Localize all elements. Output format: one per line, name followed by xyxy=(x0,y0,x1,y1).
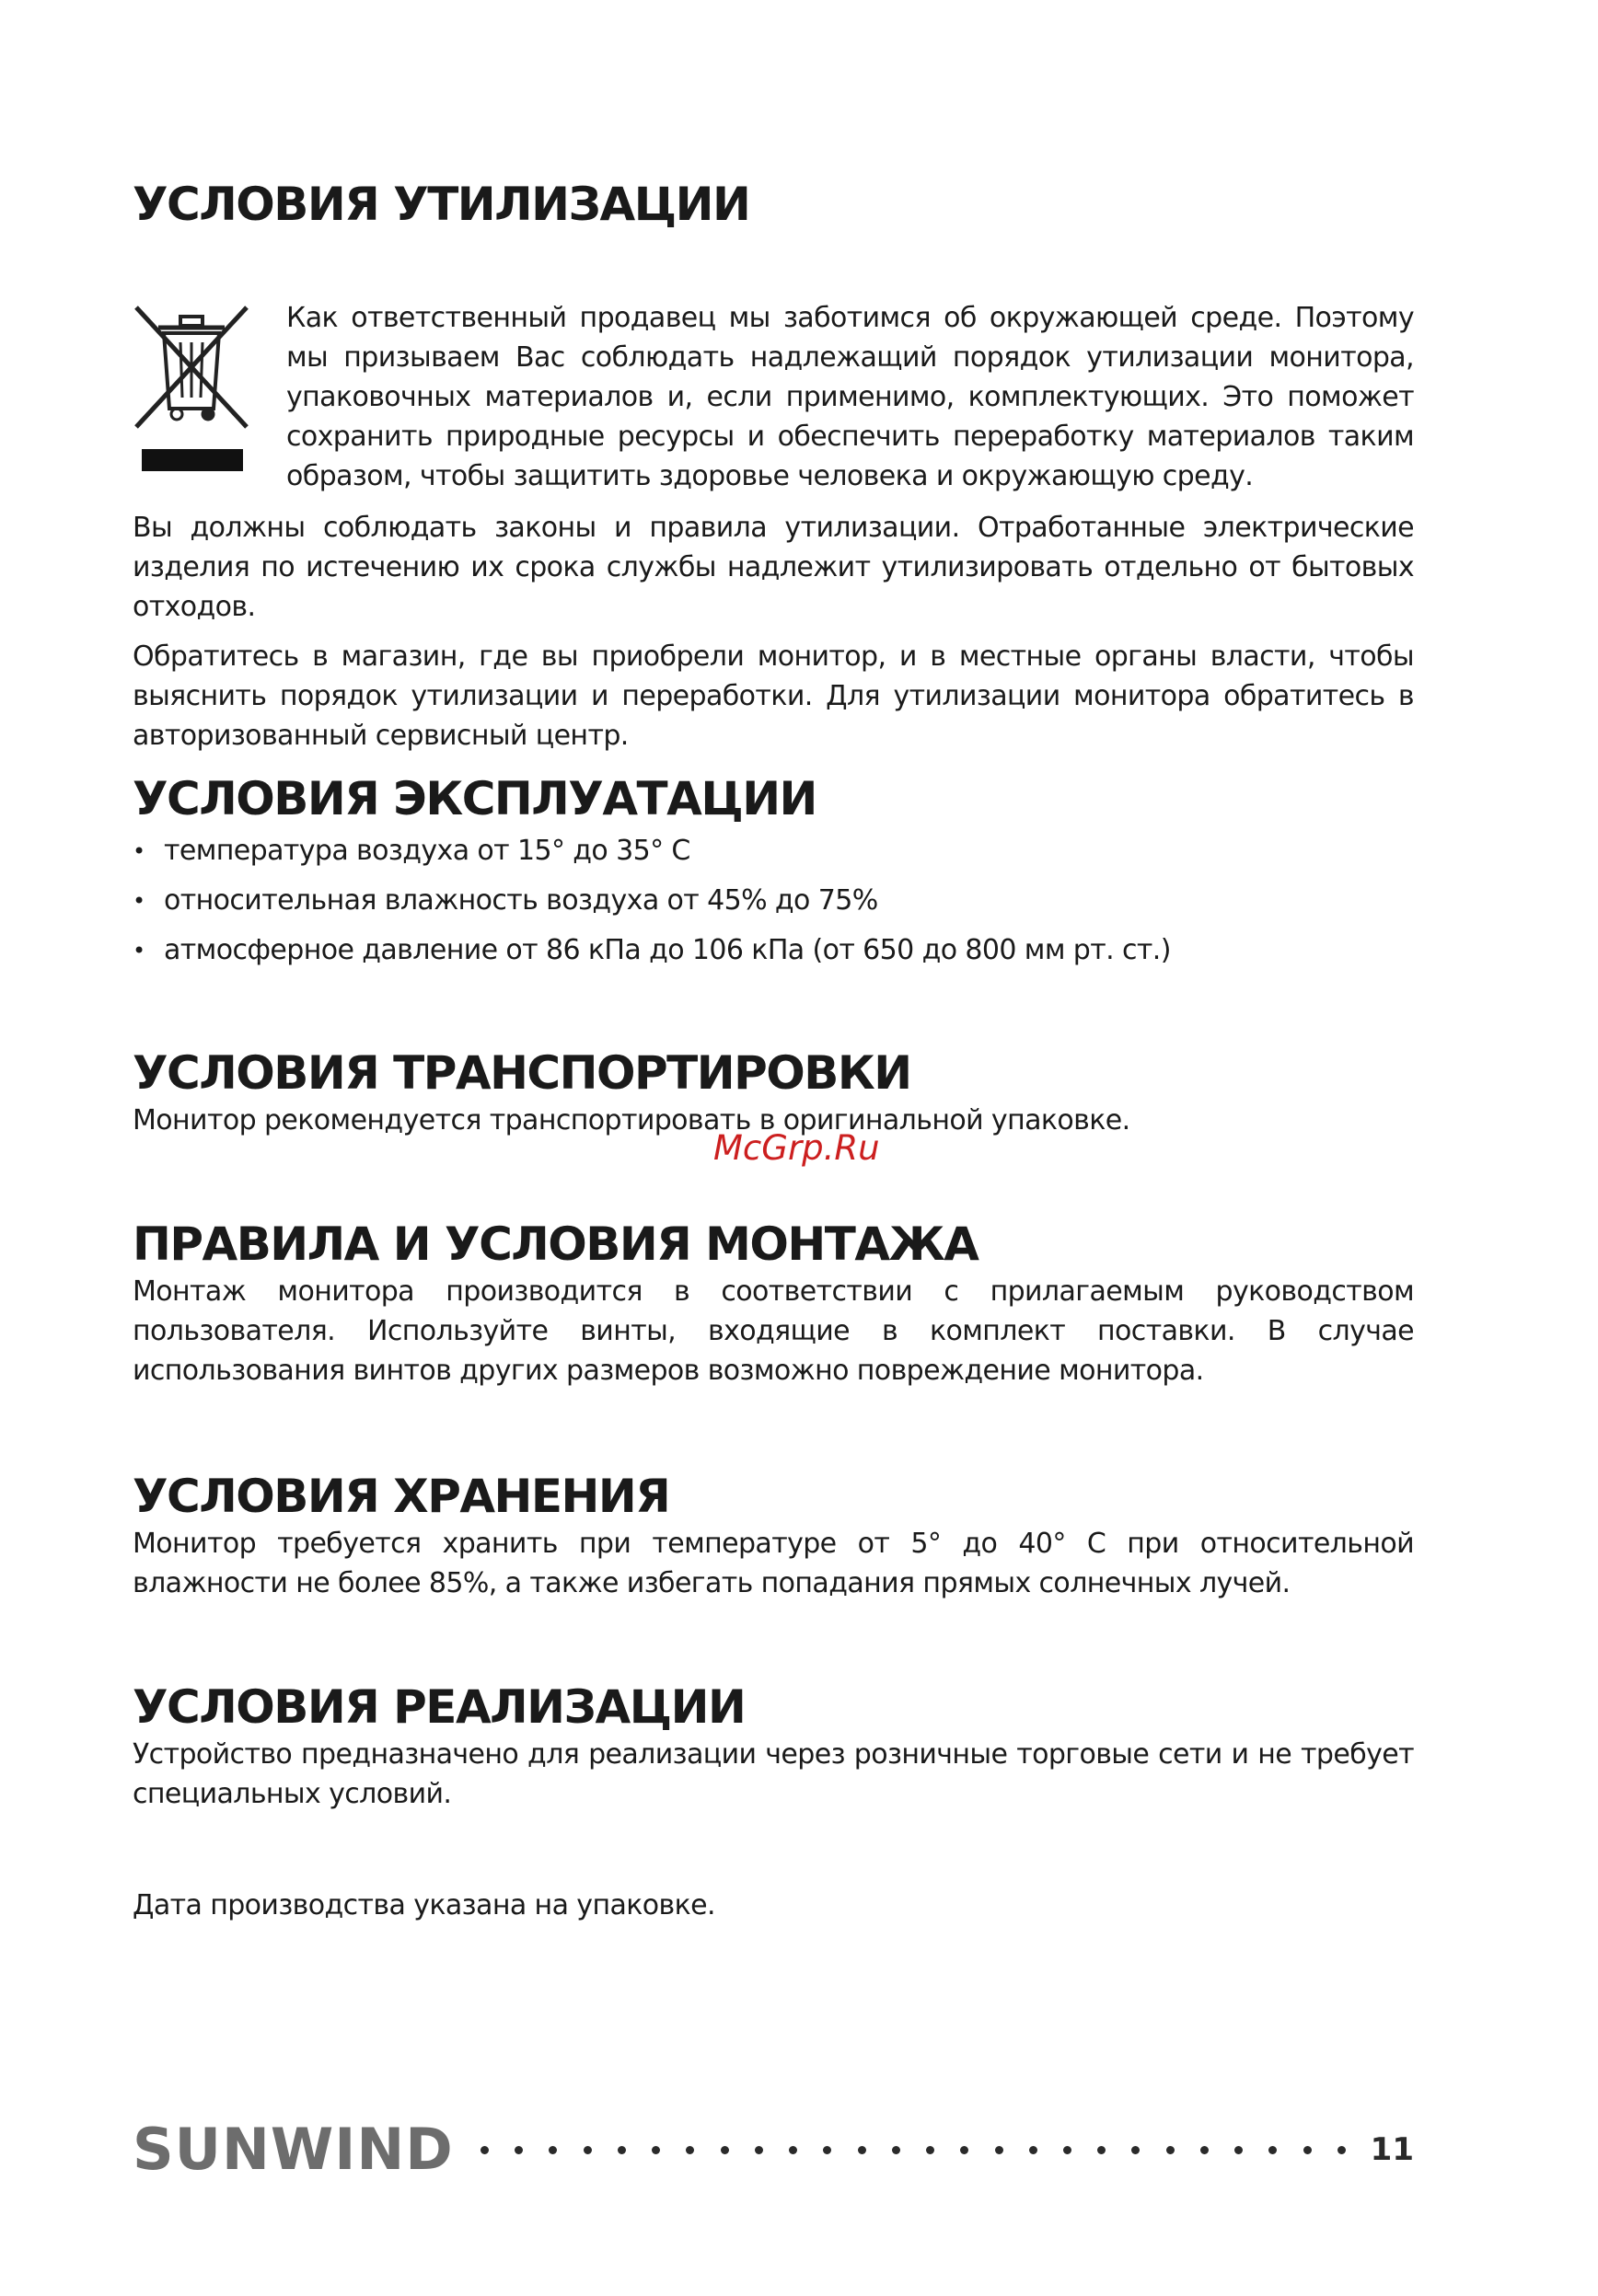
dotted-leader xyxy=(481,2146,1346,2157)
list-item: • температура воздуха от 15° до 35° С xyxy=(133,826,1414,876)
transport-title: УСЛОВИЯ ТРАНСПОРТИРОВКИ xyxy=(133,1046,911,1100)
storage-text: Монитор требуется хранить при температуре от 5° до 40° С при относительной влажности не более 85%, а также избегать попадания прямых солнечных лучей. xyxy=(133,1528,1414,1599)
storage-section xyxy=(133,1469,1414,1603)
operation-conditions-list xyxy=(133,826,1414,975)
mounting-section xyxy=(133,1217,1414,1390)
list-item: • атмосферное давление от 86 кПа до 106 кПа (от 650 до 800 мм рт. ст.) xyxy=(133,926,1414,975)
storage-title: УСЛОВИЯ ХРАНЕНИЯ xyxy=(133,1470,670,1523)
page-footer xyxy=(133,2113,1414,2186)
operation-section xyxy=(133,771,1414,975)
disposal-intro-row xyxy=(133,232,1414,508)
weee-crossed-bin-icon xyxy=(133,306,250,480)
transport-text: Монитор рекомендуется транспортировать в оригинальной упаковке. xyxy=(133,1104,1130,1136)
mounting-title: ПРАВИЛА И УСЛОВИЯ МОНТАЖА xyxy=(133,1217,978,1271)
brand-logo: SUNWIND xyxy=(133,2116,454,2183)
disposal-title: УСЛОВИЯ УТИЛИЗАЦИИ xyxy=(133,178,750,231)
disposal-paragraph-contact: Обратитесь в магазин, где вы приобрели монитор, и в местные органы власти, чтобы выяснить порядок утилизации и переработки. Для утилизации монитора обратитесь в авторизованный сервисный центр. xyxy=(133,640,1414,752)
transport-section xyxy=(133,1045,1414,1140)
page-number: 11 xyxy=(1370,2131,1414,2168)
sale-title: УСЛОВИЯ РЕАЛИЗАЦИИ xyxy=(133,1680,746,1734)
sale-section xyxy=(133,1679,1414,1814)
disposal-section xyxy=(133,177,1414,756)
operation-title: УСЛОВИЯ ЭКСПЛУАТАЦИИ xyxy=(133,772,816,825)
sale-text: Устройство предназначено для реализации через розничные торговые сети и не требует специальных условий. xyxy=(133,1738,1414,1810)
disposal-paragraph-laws: Вы должны соблюдать законы и правила утилизации. Отработанные электрические изделия по истечению их срока службы надлежит утилизировать отдельно от бытовых отходов. xyxy=(133,512,1414,623)
mounting-text: Монтаж монитора производится в соответствии с прилагаемым руководством пользователя. Используйте винты, входящие в комплект поставки. В случае использования винтов других размеров возможно повреждение монитора. xyxy=(133,1275,1414,1387)
production-date-note: Дата производства указана на упаковке. xyxy=(133,1889,715,1921)
disposal-intro-text: Как ответственный продавец мы заботимся об окружающей среде. Поэтому мы призываем Вас соблюдать надлежащий порядок утилизации монитора, упаковочных материалов и, если применимо, комплектующих. Это поможет сохранить природные ресурсы и обеспечить переработку материалов таким образом, чтобы защитить здоровье человека и окружающую среду. xyxy=(286,302,1414,492)
list-item: • относительная влажность воздуха от 45% до 75% xyxy=(133,876,1414,926)
watermark-link[interactable]: McGrp.Ru xyxy=(713,1128,880,1168)
